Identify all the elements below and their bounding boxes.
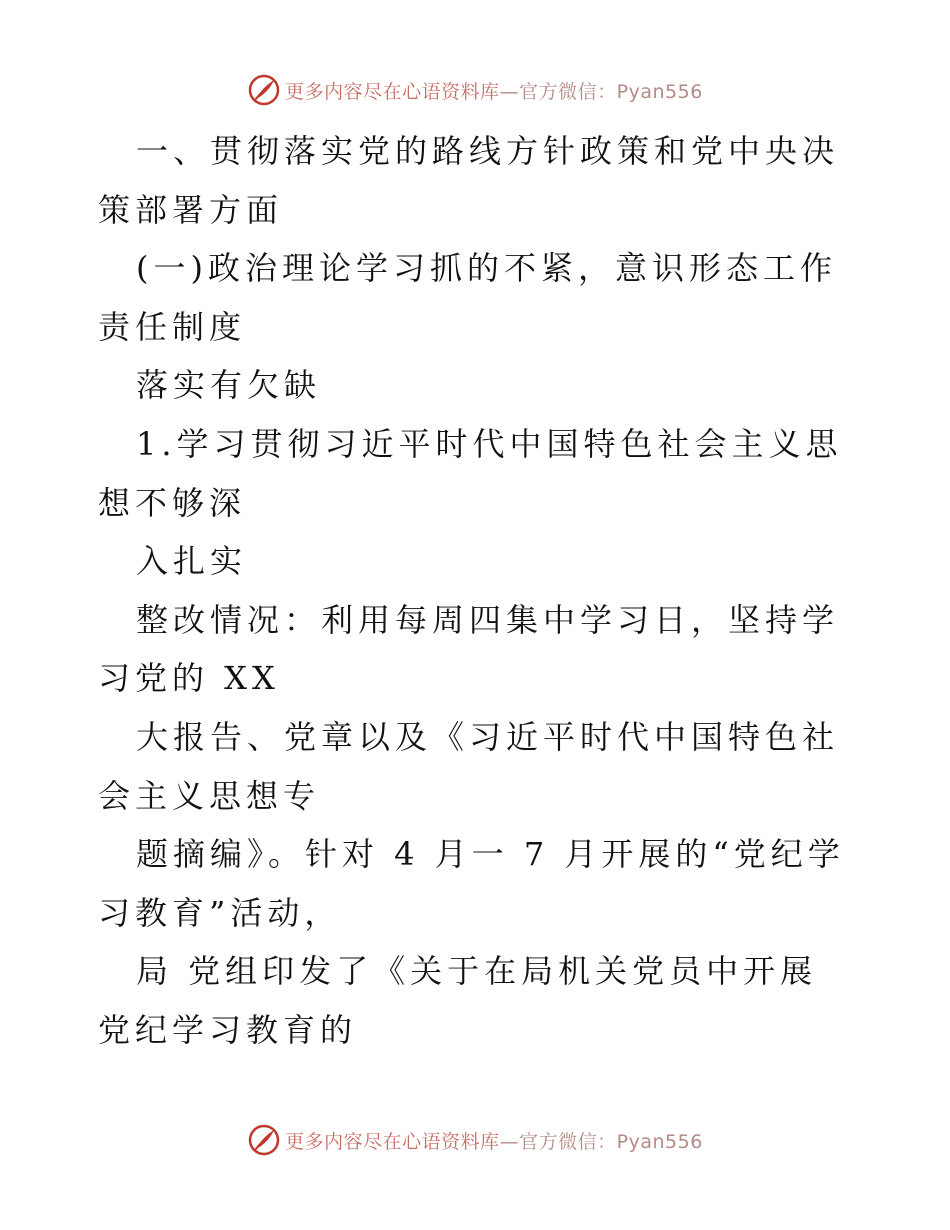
paragraph-9: 局 党组印发了《关于在局机关党员中开展党纪学习教育的 bbox=[98, 952, 818, 1049]
watermark-main-text: 更多内容尽在心语资料库 bbox=[285, 80, 500, 103]
footer-watermark bbox=[0, 1120, 950, 1160]
watermark-sub-text: —官方微信：Pyan556 bbox=[499, 80, 703, 103]
paragraph-6: 整改情况：利用每周四集中学习日，坚持学习党的 XX bbox=[98, 600, 840, 698]
header-watermark bbox=[0, 70, 950, 110]
paragraph-7: 大报告、党章以及《习近平时代中国特色社会主义思想专 bbox=[98, 717, 840, 815]
paragraph-5: 入扎实 bbox=[136, 542, 248, 581]
paragraph-2: (一)政治理论学习抓的不紧，意识形态工作责任制度 bbox=[98, 249, 837, 346]
feather-pen-logo-icon bbox=[247, 1123, 281, 1157]
watermark-sub-text: —官方微信：Pyan556 bbox=[499, 1130, 703, 1153]
watermark-main-text: 更多内容尽在心语资料库 bbox=[285, 1130, 500, 1153]
paragraph-1: 一、贯彻落实党的路线方针政策和党中央决策部署方面 bbox=[98, 132, 840, 229]
paragraph-4: 1.学习贯彻习近平时代中国特色社会主义思想不够深 bbox=[98, 424, 843, 522]
paragraph-3: 落实有欠缺 bbox=[136, 366, 322, 405]
paragraph-8: 题摘编》。针对 4 月一 7 月开展的“党纪学习教育”活动， bbox=[98, 835, 845, 932]
feather-pen-logo-icon bbox=[247, 73, 281, 107]
document-body bbox=[98, 122, 853, 1060]
